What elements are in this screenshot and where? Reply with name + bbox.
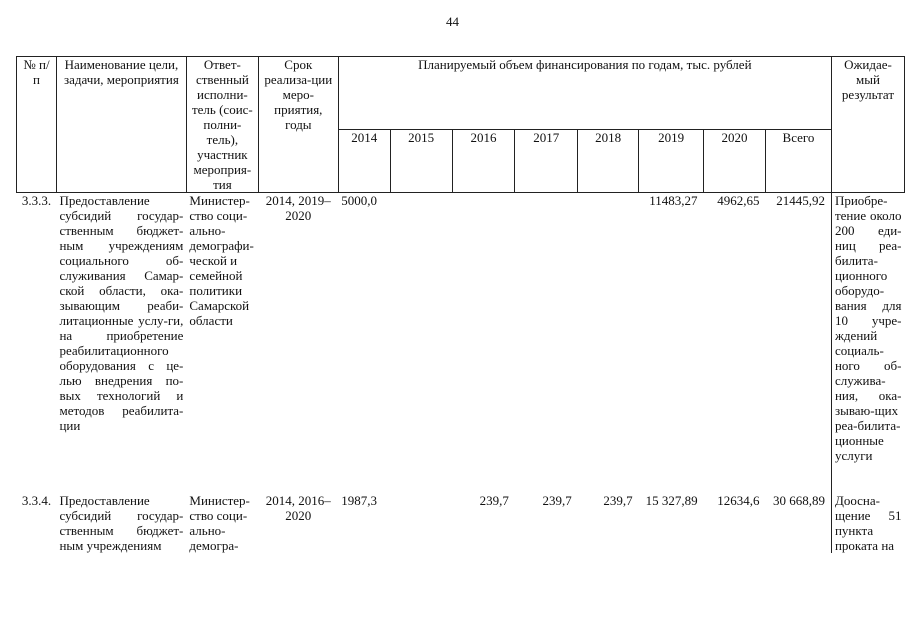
row-value: 239,7: [479, 493, 509, 508]
row-result: Доосна-щение 51 пункта проката на: [831, 493, 904, 553]
header-num: № п/п: [17, 57, 57, 193]
header-name: Наименование цели, задачи, мероприятия: [56, 57, 186, 193]
header-term: Срок реализа-ции меро-приятия, годы: [258, 57, 338, 193]
header-year: 2015: [390, 130, 452, 193]
row-value: 12634,6: [717, 493, 760, 508]
row-name: Предоставление субсидий государ-ственным бюджет-ным учреждениям: [59, 493, 184, 553]
row-num: 3.3.3.: [21, 193, 52, 208]
row-responsible: Министер-ство соци-ально-демографи-ческой и семейной политики Самарской области: [189, 193, 254, 328]
row-value: [578, 193, 639, 494]
row-total: 21445,92: [776, 193, 825, 208]
row-name: Предоставление субсидий государ-ственным бюджет-ным учреждениям социального об-служивания Самар-ской области, ока-зывающим реаби-литационные услу-ги, на приобретение реабилитационного оборудования с це-лью внедрения по-вых технологий и методов реабилита-ции: [59, 193, 184, 433]
row-value: 239,7: [603, 493, 633, 508]
row-value: [452, 193, 515, 494]
header-year: 2016: [452, 130, 515, 193]
header-year: 2017: [515, 130, 578, 193]
row-total: 30 668,89: [772, 493, 825, 508]
row-value: 5000,0: [341, 193, 377, 208]
header-financing: Планируемый объем финансирования по годам, тыс. рублей: [338, 57, 831, 130]
header-year: 2019: [639, 130, 704, 193]
row-value: 15 327,89: [645, 493, 698, 508]
header-total: Всего: [766, 130, 832, 193]
row-term: 2014, 2019–2020: [265, 193, 331, 223]
row-value: [390, 493, 452, 553]
table-row: [17, 493, 905, 553]
row-value: 239,7: [542, 493, 572, 508]
row-responsible: Министер-ство соци-ально-демогра-: [189, 493, 250, 553]
row-term: 2014, 2016–2020: [265, 493, 331, 523]
header-responsible: Ответ-ственный исполни-тель (соис-полни-тель), участник мероприя-тия: [186, 57, 258, 193]
financing-table: [16, 56, 905, 553]
row-value: 1987,3: [341, 493, 377, 508]
row-value: [515, 193, 578, 494]
table-row: [17, 193, 905, 494]
header-year: 2018: [578, 130, 639, 193]
row-num: 3.3.4.: [21, 493, 52, 508]
row-value: 4962,65: [717, 193, 760, 208]
header-year: 2014: [338, 130, 390, 193]
row-result: Приобре-тение около 200 еди-ниц реа-билита-ционного оборудо-вания для 10 учре-ждений социаль-ного об-служива-ния, ока-зываю-щих реа-билита-ционные услуги: [831, 193, 904, 494]
header-year: 2020: [704, 130, 766, 193]
row-value: [390, 193, 452, 494]
header-result: Ожидае-мый результат: [831, 57, 904, 193]
page-number: 44: [446, 14, 459, 29]
row-value: 11483,27: [649, 193, 698, 208]
